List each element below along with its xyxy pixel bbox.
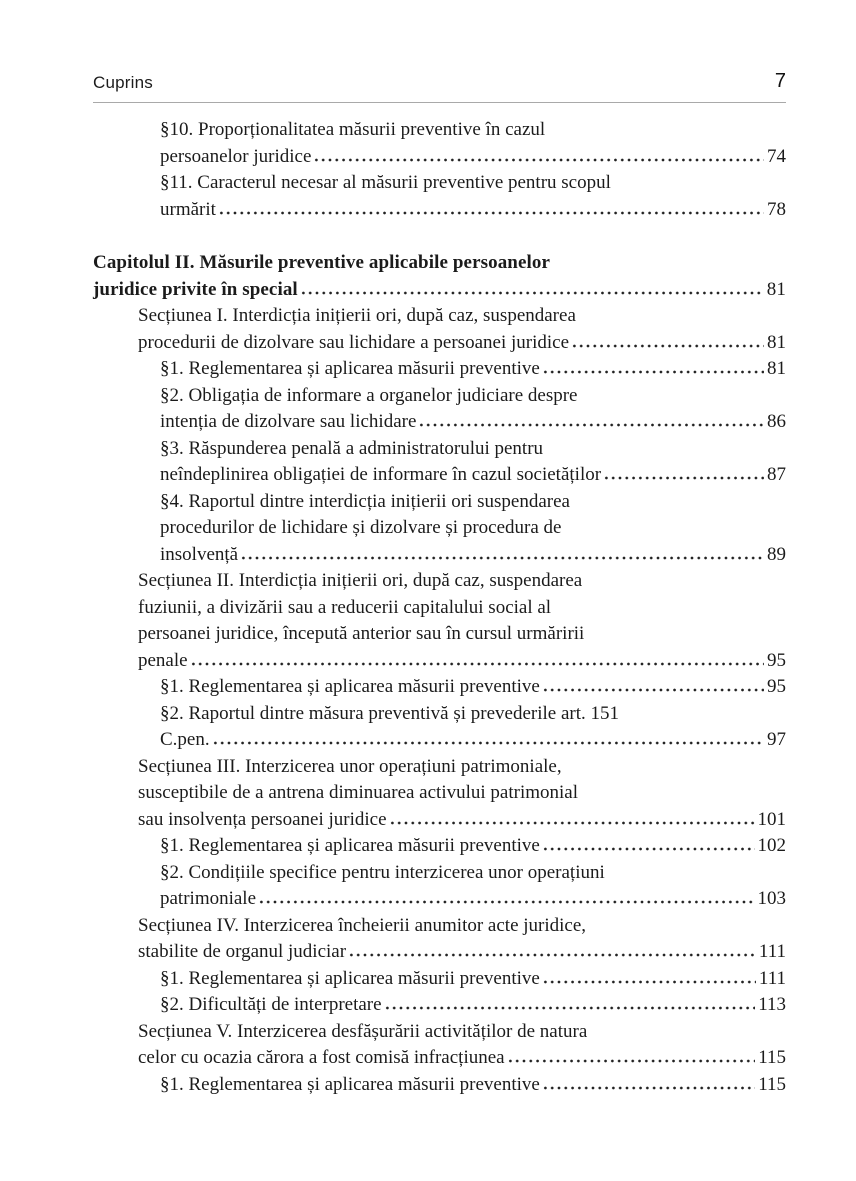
toc-entry-text: juridice privite în special [93,278,298,300]
toc-entry-text: Secțiunea V. Interzicerea desfășurării activităților de natura [138,1020,588,1042]
toc-line [138,913,786,940]
toc-line [138,568,786,595]
toc-entry-text: urmărit [160,198,216,220]
toc-entry [93,966,786,993]
toc-entry [93,913,786,966]
toc-line [160,117,786,144]
toc-line [160,489,786,516]
toc-page-number: 113 [758,994,786,1015]
toc-line [138,780,786,807]
toc-page-number: 115 [758,1047,786,1068]
toc-entry [93,117,786,170]
toc-entry-chapter [93,250,786,303]
toc-line [138,1045,786,1072]
dot-leader [240,556,764,560]
toc-page-number: 111 [758,967,786,989]
dot-leader [258,900,754,904]
toc-entry [93,833,786,860]
toc-entry-text: susceptibile de a antrena diminuarea activului patrimonial [138,782,579,803]
toc-entry-text: persoanei juridice, începută anterior sau în cursul urmăririi [138,623,585,644]
header-rule [93,102,786,103]
toc-list [93,117,786,1098]
toc-line [160,701,786,728]
toc-line [93,250,786,277]
toc-entry [93,674,786,701]
toc-line [160,144,786,171]
toc-entry-text: Secțiunea I. Interdicția inițierii ori, după caz, suspendarea [138,305,576,326]
toc-entry-text: §1. Reglementarea și aplicarea măsurii preventive [160,835,540,856]
toc-entry [93,754,786,834]
toc-line [160,1072,786,1099]
dot-leader [542,1086,755,1090]
dot-leader [384,1006,756,1010]
toc-entry-text: §1. Reglementarea și aplicarea măsurii preventive [160,967,540,989]
toc-entry-text: §1. Reglementarea și aplicarea măsurii preventive [160,1073,540,1095]
toc-entry-text: C.pen. [160,729,210,750]
toc-line [160,833,786,860]
toc-entry-text: §11. Caracterul necesar al măsurii preventive pentru scopul [160,172,611,193]
toc-line [160,409,786,436]
toc-entry [93,568,786,674]
page-header [93,70,786,93]
toc-entry [93,170,786,223]
toc-page-number: 86 [767,411,786,432]
toc-line [160,462,786,489]
toc-line [160,860,786,887]
toc-line [138,807,786,834]
toc-entry-text: Secțiunea IV. Interzicerea încheierii anumitor acte juridice, [138,914,587,936]
toc-entry [93,489,786,569]
toc-entry-text: intenția de dizolvare sau lichidare [160,411,417,432]
toc-line [160,436,786,463]
toc-page-number: 81 [767,358,786,379]
toc-entry [93,303,786,356]
toc-entry [93,701,786,754]
toc-page-number: 87 [767,464,786,485]
toc-entry-text: persoanelor juridice [160,145,312,167]
toc-entry-text: patrimoniale [160,888,257,909]
toc-entry-text: §4. Raportul dintre interdicția inițierii ori suspendarea [160,490,570,512]
toc-line [138,303,786,330]
folio-page-number: 7 [774,70,786,92]
toc-entry [93,992,786,1019]
toc-entry [93,1072,786,1099]
toc-line [138,595,786,622]
dot-leader [571,344,764,348]
dot-leader [218,211,764,215]
toc-entry [93,356,786,383]
dot-leader [389,821,755,825]
toc-page-number: 78 [767,198,786,220]
toc-line [160,542,786,569]
dot-leader [313,158,764,162]
toc-page-number: 89 [767,543,786,565]
running-header-title: Cuprins [93,73,153,92]
toc-line [160,886,786,913]
toc-line [138,754,786,781]
toc-line [138,621,786,648]
toc-page-number: 74 [767,145,786,167]
toc-line [138,648,786,675]
dot-leader [212,741,764,745]
toc-entry-text: §2. Dificultăți de interpretare [160,994,382,1015]
toc-entry-text: insolvență [160,543,239,565]
toc-line [160,356,786,383]
dot-leader [603,476,764,480]
dot-leader [348,953,756,957]
toc-line [160,727,786,754]
toc-entry [93,1019,786,1072]
toc-page-number: 95 [767,649,786,671]
toc-page-number: 81 [766,278,786,300]
toc-entry-text: neîndeplinirea obligației de informare în cazul societăților [160,464,602,485]
dot-leader [190,662,764,666]
toc-line [160,383,786,410]
toc-page-number: 103 [757,888,786,909]
toc-entry-text: §2. Condițiile specifice pentru interzicerea unor operațiuni [160,861,605,883]
toc-entry-text: Capitolul II. Măsurile preventive aplicabile persoanelor [93,252,551,273]
toc-entry-text: procedurilor de lichidare și dizolvare și procedura de [160,517,562,538]
dot-leader [542,980,756,984]
toc-entry-text: §1. Reglementarea și aplicarea măsurii preventive [160,358,540,379]
toc-page-number: 102 [757,835,786,856]
toc-entry-text: celor cu ocazia cărora a fost comisă infracțiunea [138,1047,505,1068]
toc-entry [93,860,786,913]
toc-entry-text: §10. Proporționalitatea măsurii preventive în cazul [160,119,546,140]
toc-page-number: 101 [757,808,786,830]
toc-line [160,197,786,224]
toc-entry-text: §1. Reglementarea și aplicarea măsurii preventive [160,676,540,697]
toc-entry-text: stabilite de organul judiciar [138,941,347,962]
dot-leader [507,1059,756,1063]
dot-leader [542,847,755,851]
toc-page-number: 81 [767,331,786,353]
toc-entry-text: penale [138,649,188,671]
toc-page-number: 111 [758,941,786,962]
toc-page-number: 115 [758,1073,786,1095]
toc-line [138,939,786,966]
dot-leader [300,291,764,295]
toc-page-number: 95 [767,676,786,697]
toc-line [138,1019,786,1046]
toc-line [160,515,786,542]
toc-entry-text: fuziunii, a divizării sau a reducerii capitalului social al [138,596,552,618]
toc-line [160,992,786,1019]
dot-leader [418,423,764,427]
toc-line [160,674,786,701]
toc-line [160,966,786,993]
dot-leader [542,370,764,374]
toc-entry-text: Secțiunea III. Interzicerea unor operațiuni patrimoniale, [138,755,562,777]
toc-entry-text: §2. Raportul dintre măsura preventivă și prevederile art. 151 [160,702,620,724]
dot-leader [542,688,764,692]
toc-entry-text: procedurii de dizolvare sau lichidare a persoanei juridice [138,331,569,353]
toc-line [138,330,786,357]
toc-page-number: 97 [767,729,786,750]
toc-line [160,170,786,197]
toc-entry-text: §2. Obligația de informare a organelor judiciare despre [160,384,578,406]
toc-entry-text: Secțiunea II. Interdicția inițierii ori, după caz, suspendarea [138,570,583,591]
toc-entry [93,383,786,436]
toc-entry-text: sau insolvența persoanei juridice [138,808,387,830]
toc-line [93,277,786,304]
toc-entry [93,436,786,489]
toc-entry-text: §3. Răspunderea penală a administratorului pentru [160,437,544,459]
